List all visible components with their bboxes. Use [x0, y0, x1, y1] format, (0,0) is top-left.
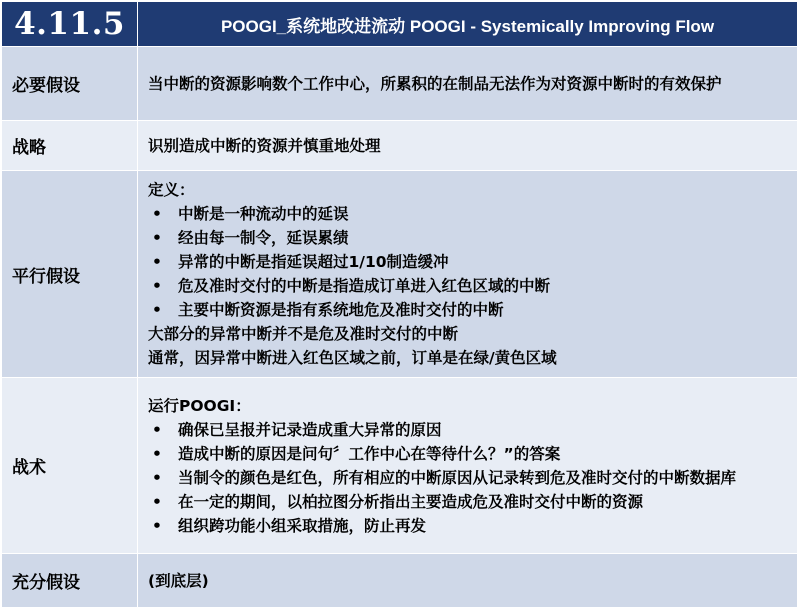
label-tactics: 战术	[2, 378, 138, 554]
list-item: • 经由每一制令，延误累绩	[148, 226, 785, 250]
definition-list	[148, 202, 785, 322]
text-necessary-assumption: 当中断的资源影响数个工作中心，所累积的在制品无法作为对资源中断时的有效保护	[138, 47, 798, 121]
row-tactics	[2, 378, 798, 554]
list-item: • 在一定的期间，以柏拉图分析指出主要造成危及准时交付中断的资源	[148, 490, 785, 514]
list-item: • 组织跨功能小组采取措施，防止再发	[148, 514, 785, 538]
section-number: 4.11.5	[2, 2, 138, 47]
content-parallel-assumption	[138, 171, 798, 378]
row-strategy	[2, 121, 798, 171]
list-item: • 异常的中断是指延误超过1/10制造缓冲	[148, 250, 785, 274]
note-line: 通常，因异常中断进入红色区域之前，订单是在绿/黄色区域	[148, 349, 557, 367]
tactics-list	[148, 418, 785, 538]
list-item: • 中断是一种流动中的延误	[148, 202, 785, 226]
text-strategy: 识别造成中断的资源并慎重地处理	[138, 121, 798, 171]
list-item: • 主要中断资源是指有系统地危及准时交付的中断	[148, 298, 785, 322]
label-sufficient-assumption: 充分假设	[2, 554, 138, 608]
row-necessary-assumption	[2, 47, 798, 121]
list-item: • 造成中断的原因是问句〞工作中心在等待什么？”的答案	[148, 442, 785, 466]
note-line: 大部分的异常中断并不是危及准时交付的中断	[148, 325, 459, 343]
content-tactics	[138, 378, 798, 554]
section-title: POOGI_系统地改进流动 POOGI - Systemically Improving Flow	[138, 2, 798, 47]
list-item: • 当制令的颜色是红色，所有相应的中断原因从记录转到危及准时交付的中断数据库	[148, 466, 785, 490]
row-parallel-assumption	[2, 171, 798, 378]
definition-heading: 定义：	[148, 181, 195, 199]
header-row	[2, 2, 798, 47]
tactics-heading: 运行POOGI：	[148, 396, 251, 415]
list-item: • 危及准时交付的中断是指造成订单进入红色区域的中断	[148, 274, 785, 298]
label-necessary-assumption: 必要假设	[2, 47, 138, 121]
row-sufficient-assumption	[2, 554, 798, 608]
poogi-table	[1, 1, 798, 608]
label-strategy: 战略	[2, 121, 138, 171]
label-parallel-assumption: 平行假设	[2, 171, 138, 378]
text-sufficient-assumption: (到底层)	[138, 554, 798, 608]
list-item: • 确保已呈报并记录造成重大异常的原因	[148, 418, 785, 442]
